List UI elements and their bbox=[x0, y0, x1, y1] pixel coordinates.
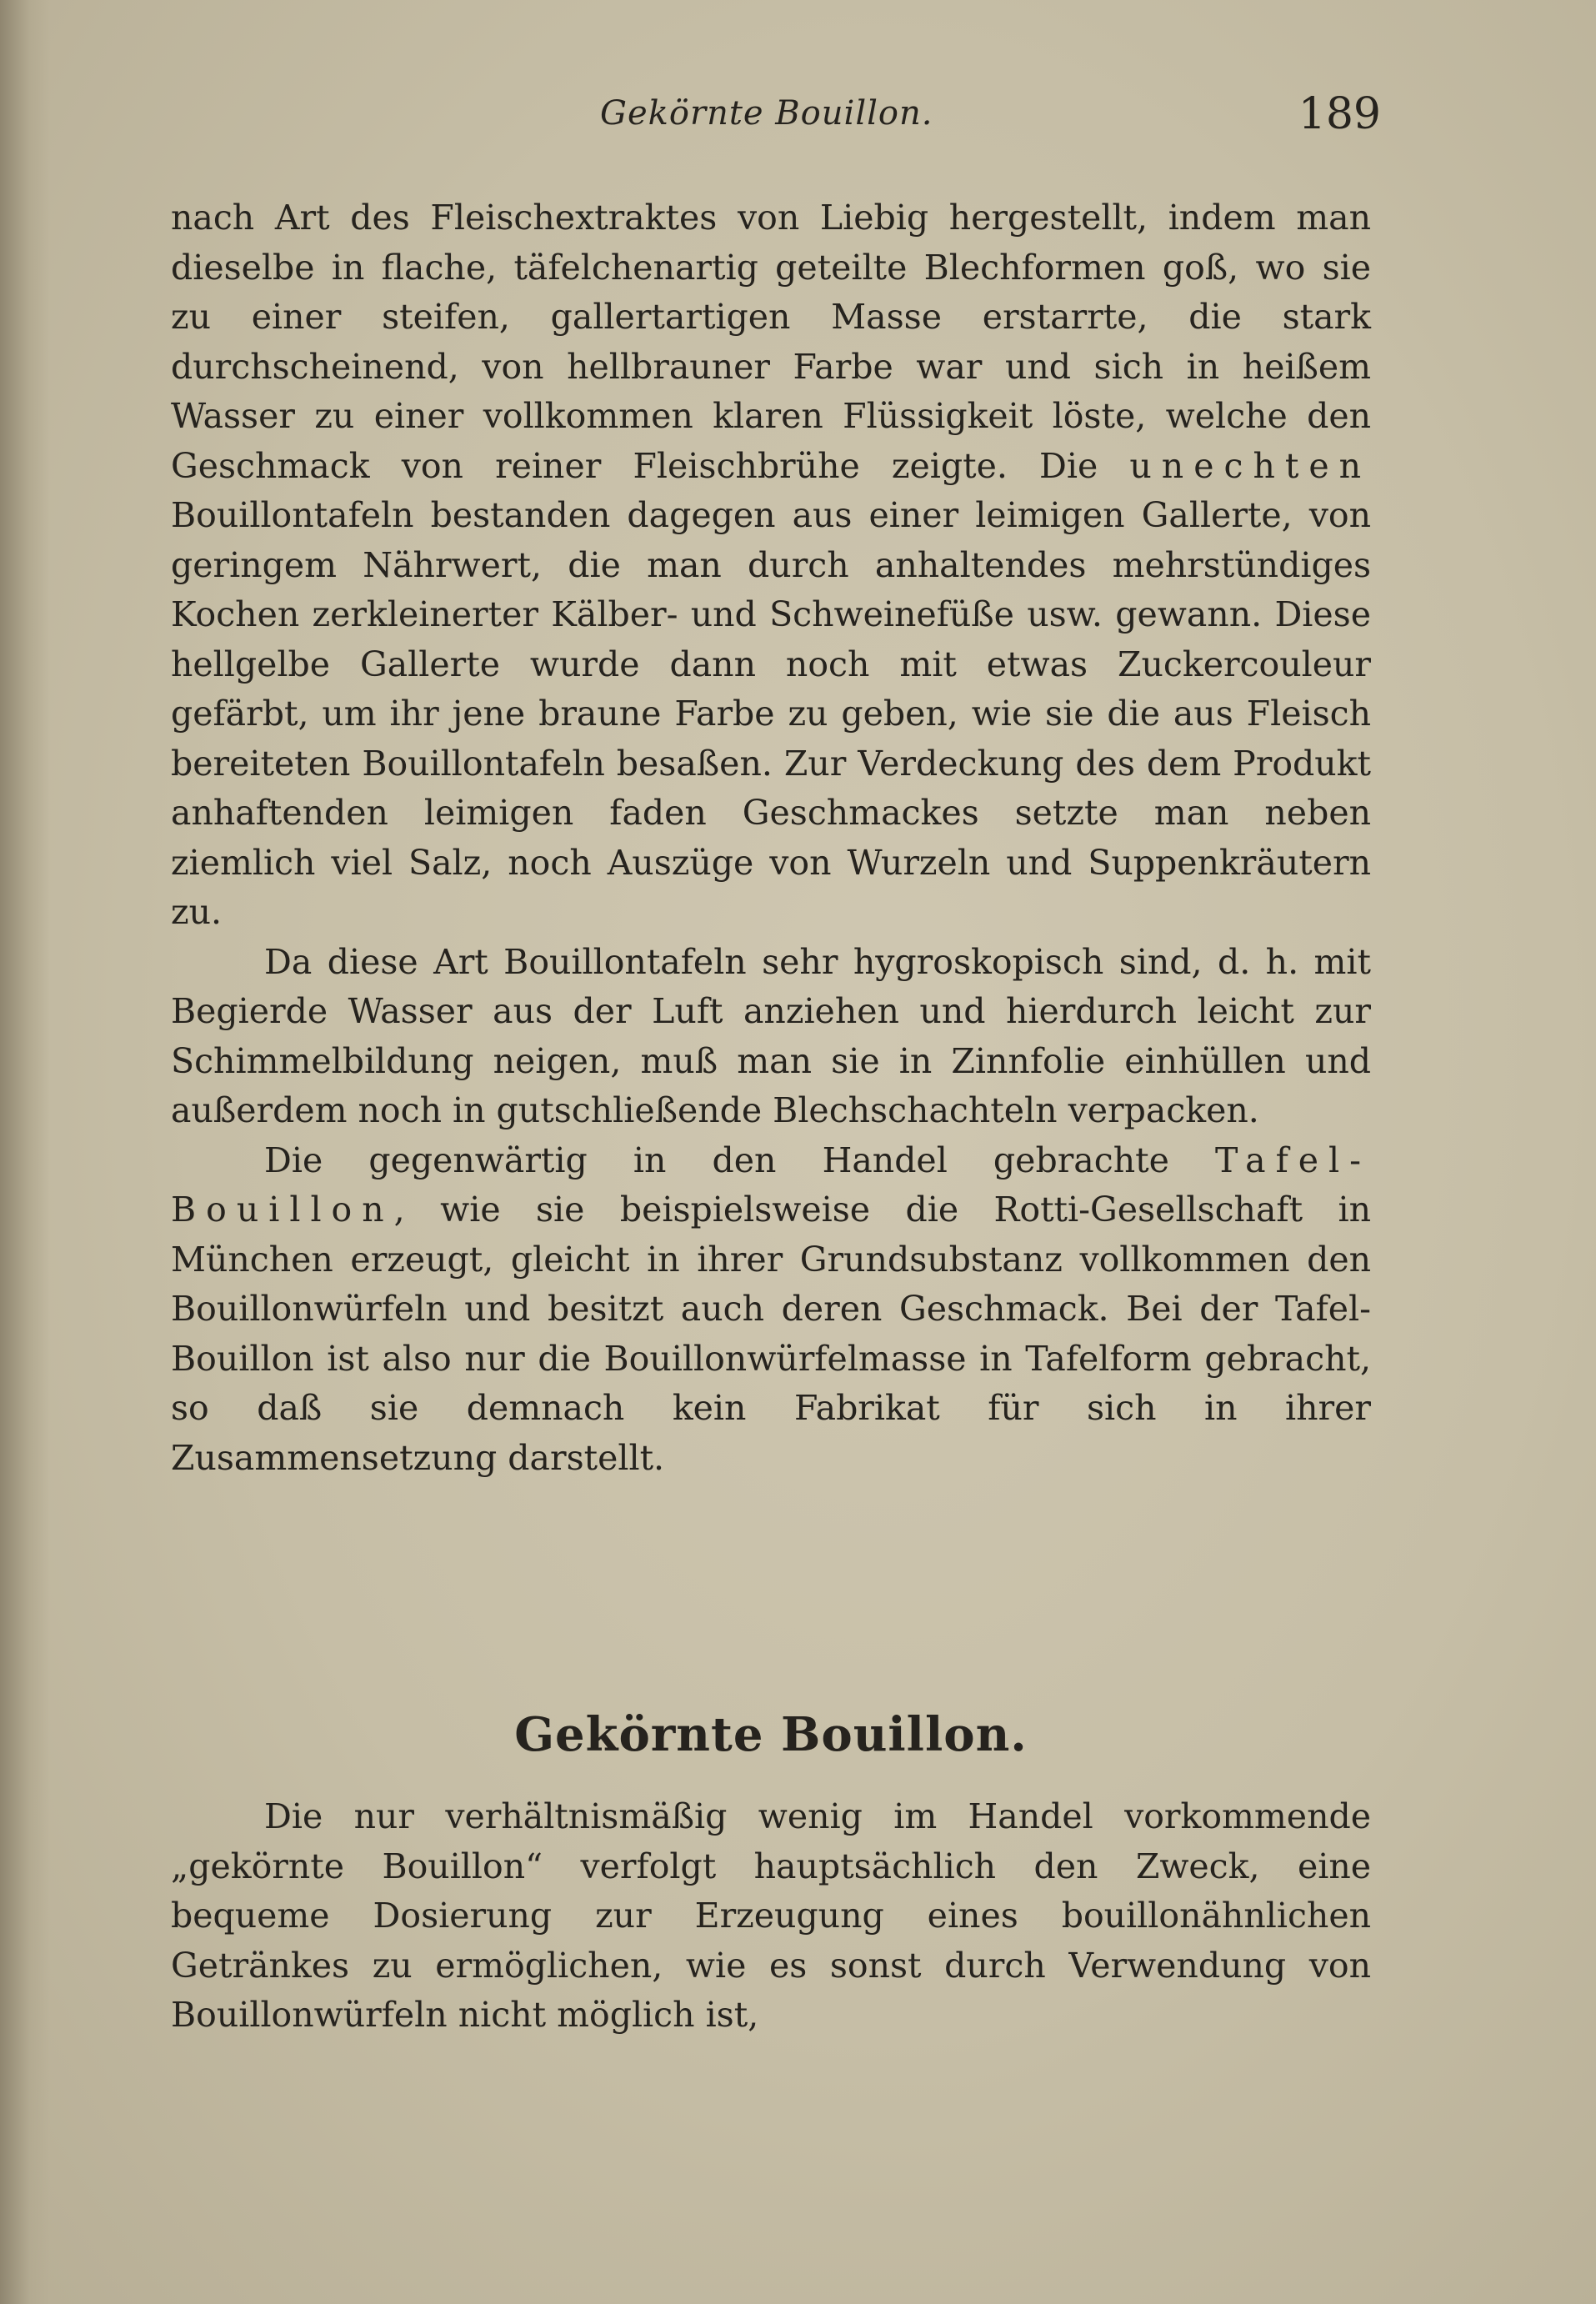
section-paragraph: Die nur verhältnismäßig wenig im Handel vorkommende „gekörnte Bouillon“ verfolgt hauptsächlich den Zweck, eine bequeme Dosierung zur Erzeugung eines bouillonähnlichen Getränkes zu ermöglichen, wie es sonst durch Verwendung von Bouillonwürfeln nicht möglich ist, bbox=[171, 1796, 1371, 2035]
paragraph-1-text-a: nach Art des Fleischextraktes von Liebig hergestellt, indem man dieselbe in flache, täfelchenartig geteilte Blechformen goß, wo sie zu einer steifen, gallertartigen Masse erstarrte, die stark durchscheinend, von hellbrauner Farbe war und sich in heißem Wasser zu einer vollkommen klaren Flüssigkeit löste, welche den Geschmack von reiner Fleischbrühe zeigte. Die bbox=[171, 198, 1371, 486]
emphasis-unechten: unechten bbox=[1129, 445, 1371, 486]
running-title: Gekörnte Bouillon. bbox=[600, 94, 933, 133]
paragraph-3-text-a: Die gegenwärtig in den Handel gebrachte bbox=[264, 1139, 1215, 1180]
binding-shadow bbox=[0, 0, 50, 2304]
emphasis-tafel-bouillon: Tafel-Bouillon bbox=[171, 1139, 1371, 1230]
paragraph-1 bbox=[171, 193, 1371, 938]
paragraph-3 bbox=[171, 1136, 1371, 1484]
section-text bbox=[171, 1792, 1371, 2041]
paragraph-2: Da diese Art Bouillontafeln sehr hygroskopisch sind, d. h. mit Begierde Wasser aus der Luft anziehen und hierdurch leicht zur Schimmelbildung neigen, muß man sie in Zinnfolie einhüllen und außerdem noch in gutschließende Blechschachteln verpacken. bbox=[171, 941, 1371, 1130]
page-number: 189 bbox=[1298, 89, 1381, 139]
section-heading: Gekörnte Bouillon. bbox=[514, 1707, 1028, 1762]
paragraph-1-text-b: Bouillontafeln bestanden dagegen aus einer leimigen Gallerte, von geringem Nährwert, die man durch anhaltendes mehrstündiges Kochen zerkleinerter Kälber- und Schweinefüße usw. gewann. Diese hellgelbe Gallerte wurde dann noch mit etwas Zuckercouleur gefärbt, um ihr jene braune Farbe zu geben, wie sie die aus Fleisch bereiteten Bouillontafeln besaßen. Zur Verdeckung des dem Produkt anhaftenden leimigen faden Geschmackes setzte man neben ziemlich viel Salz, noch Auszüge von Wurzeln und Suppenkräutern zu. bbox=[171, 495, 1371, 932]
body-text bbox=[171, 193, 1371, 1483]
paragraph-3-text-b: , wie sie beispielsweise die Rotti-Gesellschaft in München erzeugt, gleicht in ihrer Grundsubstanz vollkommen den Bouillonwürfeln und besitzt auch deren Geschmack. Bei der Tafel-Bouillon ist also nur die Bouillonwürfelmasse in Tafelform gebracht, so daß sie demnach kein Fabrikat für sich in ihrer Zusammensetzung darstellt. bbox=[171, 1190, 1371, 1478]
page-header bbox=[171, 88, 1381, 146]
